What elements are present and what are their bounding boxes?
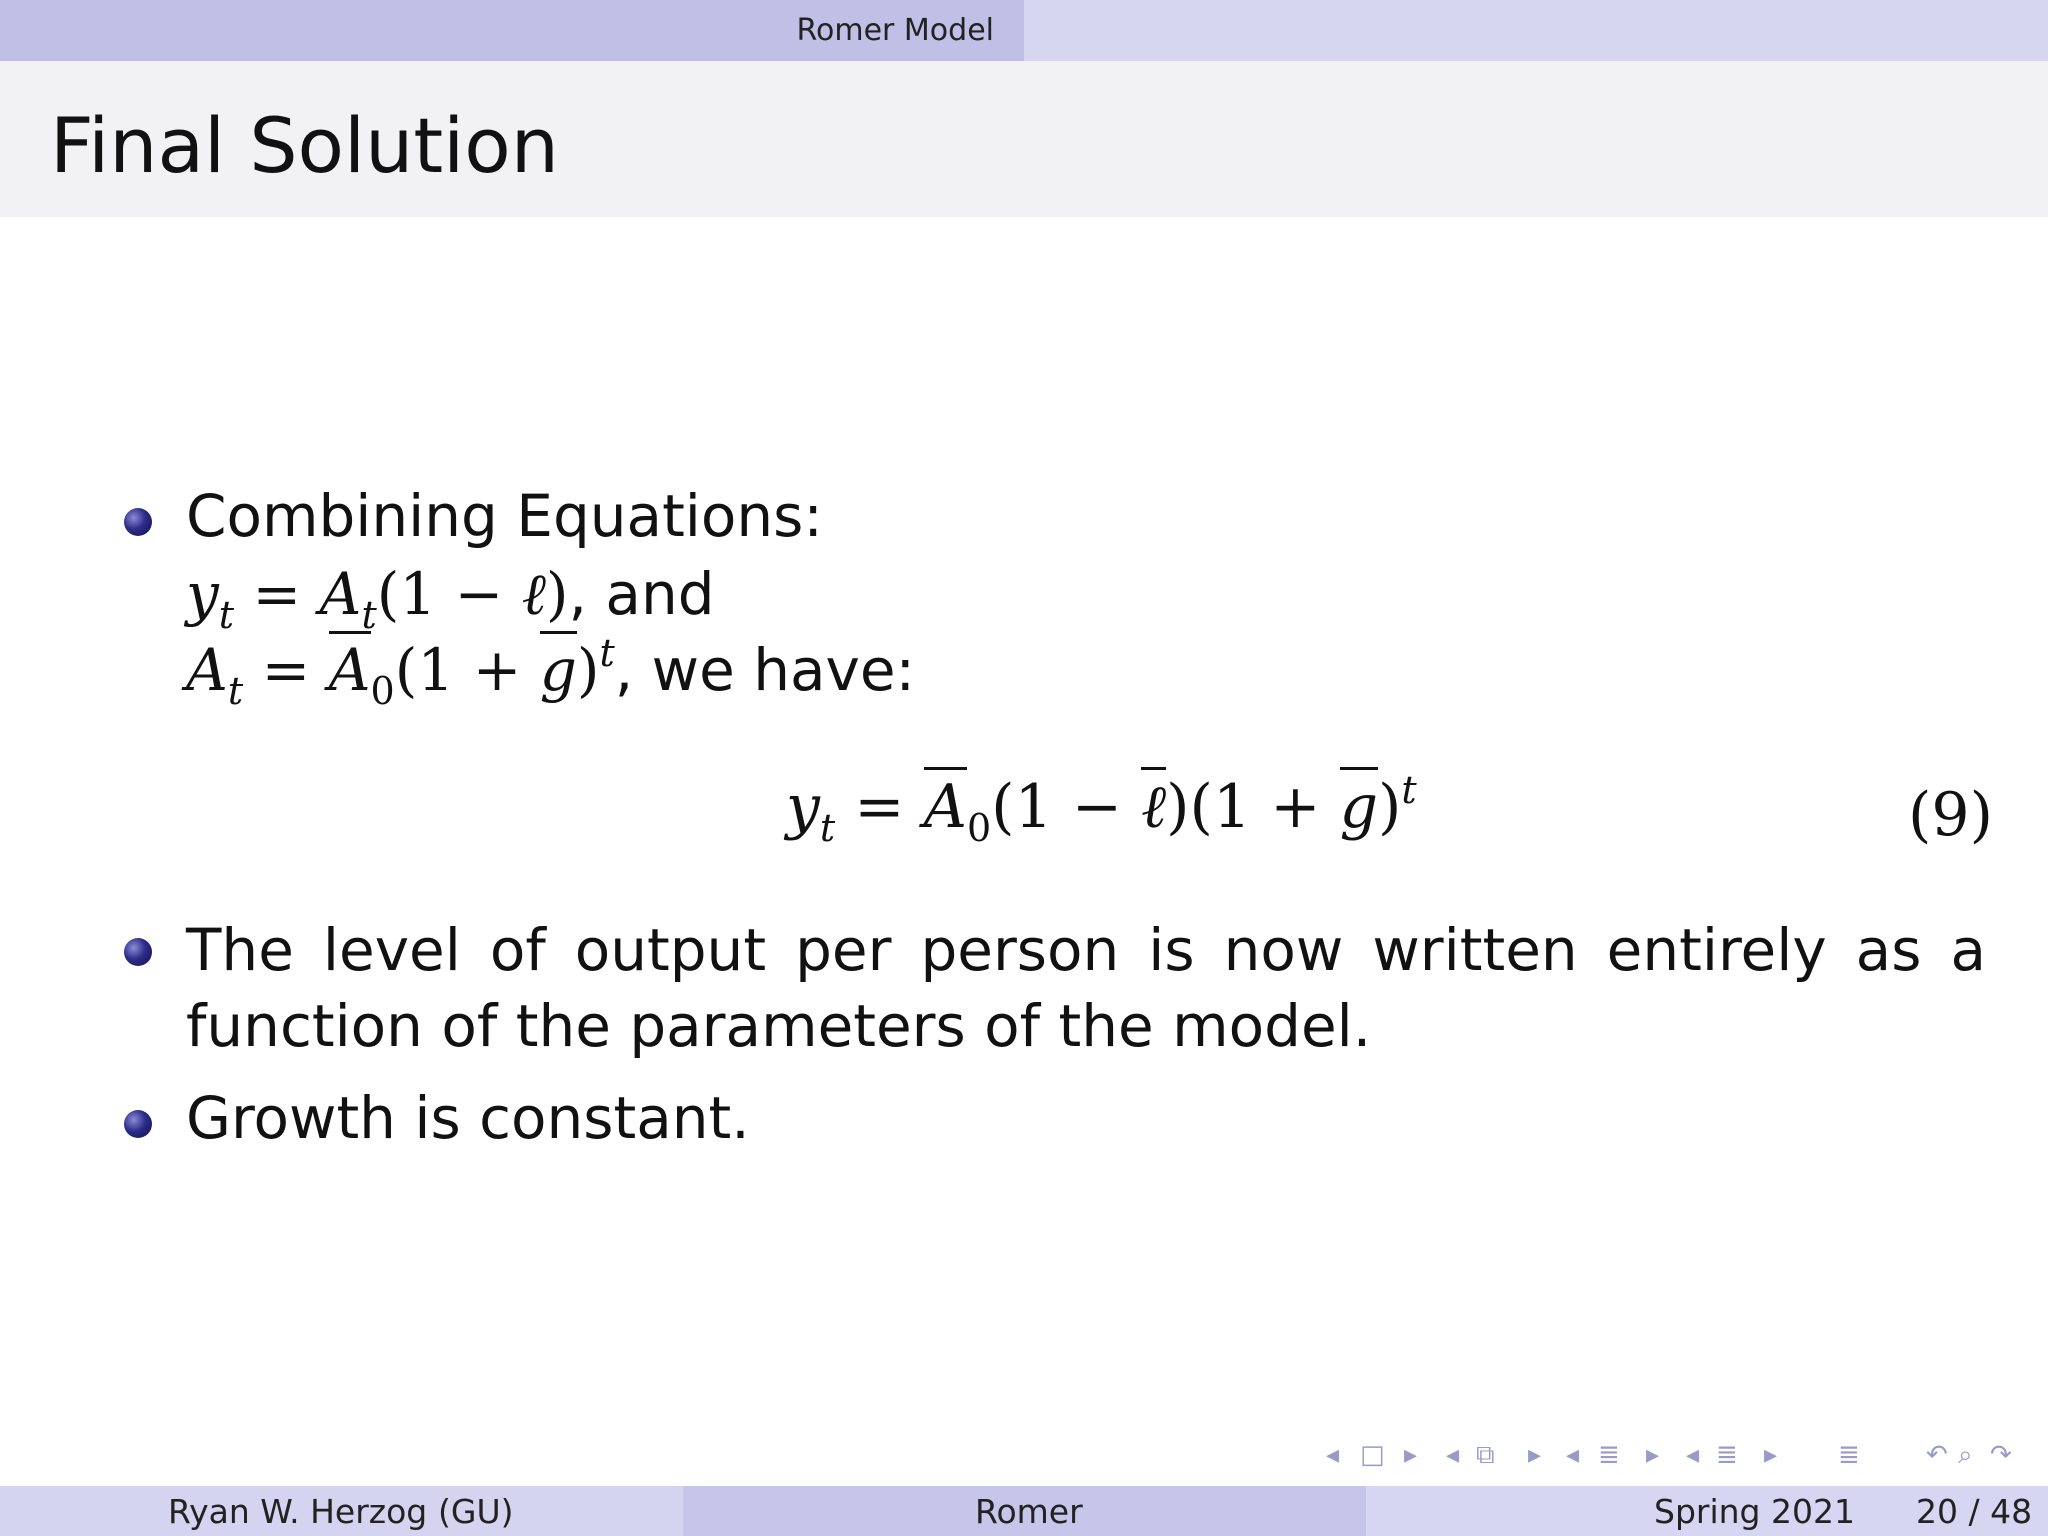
footer-author-cell xyxy=(0,1486,683,1536)
equation-line1 xyxy=(186,560,715,637)
bullet1-intro: Combining Equations: xyxy=(186,482,823,550)
line2-suffix: , we have: xyxy=(614,636,916,704)
nav-right-arrow-icon[interactable]: ▸ xyxy=(1764,1440,1778,1470)
section-icon[interactable]: ≣ xyxy=(1598,1440,1620,1470)
footer-bar xyxy=(0,1486,2048,1536)
slide-title: Final Solution xyxy=(50,101,559,190)
bullet-icon xyxy=(124,1110,152,1138)
nav-left-arrow-icon[interactable]: ◂ xyxy=(1446,1440,1460,1470)
footer-date-cell xyxy=(1366,1486,2048,1536)
footer-title-cell xyxy=(683,1486,1366,1536)
equation-a-def: $A_t = A_0(1 + g)^t$ xyxy=(186,631,615,713)
section-icon[interactable]: ≣ xyxy=(1716,1440,1738,1470)
equation-line2 xyxy=(186,631,916,713)
nav-right-arrow-icon[interactable]: ▸ xyxy=(1528,1440,1542,1470)
nav-right-arrow-icon[interactable]: ▸ xyxy=(1404,1440,1418,1470)
bullet-icon xyxy=(124,508,152,536)
bullet3-text: Growth is constant. xyxy=(186,1084,750,1152)
back-icon[interactable]: ↶ xyxy=(1926,1440,1948,1470)
forward-icon[interactable]: ↷ xyxy=(1990,1440,2012,1470)
search-icon[interactable]: ⌕ xyxy=(1958,1440,1973,1470)
header-bar xyxy=(0,0,2048,61)
nav-left-arrow-icon[interactable]: ◂ xyxy=(1326,1440,1340,1470)
section-title[interactable]: Romer Model xyxy=(0,0,1024,61)
equation-y-def: $y_t = A_t(1$ − ℓ) xyxy=(186,560,569,637)
display-equation: $y_t = A_0(1$ − ℓ)(1 + g)$^t$ xyxy=(786,768,1417,850)
line1-suffix: , and xyxy=(568,560,715,628)
equation-number: (9) xyxy=(1908,780,1993,850)
frame-icon[interactable]: □ xyxy=(1360,1440,1385,1470)
bullet2-text: The level of output per person is now written entirely as a function of the parameters of the model. xyxy=(186,916,1986,1060)
footer-page-number: 20 / 48 xyxy=(1916,1492,2033,1531)
bullet-icon xyxy=(124,938,152,966)
navigation-bar xyxy=(1326,1440,2026,1476)
footer-short-title: Romer xyxy=(975,1492,1083,1531)
subsection-icon[interactable]: ⧉ xyxy=(1476,1440,1495,1470)
footer-affiliation: (GU) xyxy=(438,1492,514,1531)
align-icon[interactable]: ≣ xyxy=(1838,1440,1860,1470)
footer-author: Ryan W. Herzog xyxy=(168,1492,428,1531)
nav-left-arrow-icon[interactable]: ◂ xyxy=(1566,1440,1580,1470)
nav-left-arrow-icon[interactable]: ◂ xyxy=(1686,1440,1700,1470)
footer-date: Spring 2021 xyxy=(1654,1492,1855,1531)
nav-right-arrow-icon[interactable]: ▸ xyxy=(1646,1440,1660,1470)
title-band xyxy=(0,61,2048,217)
